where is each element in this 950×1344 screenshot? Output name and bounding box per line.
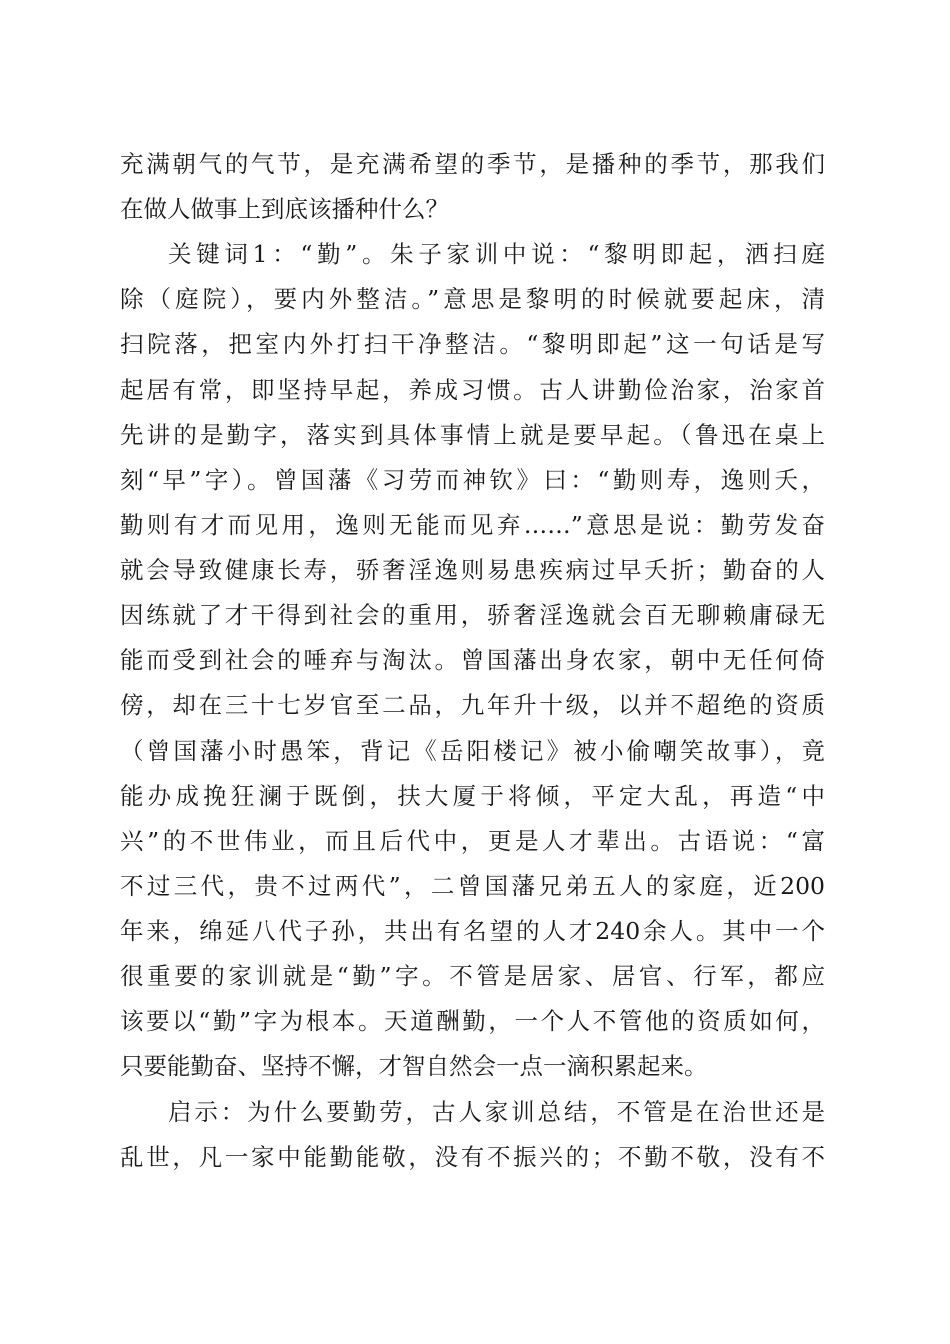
text-line: 能办成挽狂澜于既倒，扶大厦于将倾，平定大乱，再造“中 bbox=[120, 782, 825, 810]
text-line: 年来，绵延八代子孙，共出有名望的人才240余人。其中一个 bbox=[120, 917, 825, 945]
text-line: 在做人做事上到底该播种什么？ bbox=[120, 195, 449, 223]
text-line: 勤则有才而见用，逸则无能而见弃……”意思是说：勤劳发奋 bbox=[120, 511, 825, 539]
text-line: （曾国藩小时愚笨，背记《岳阳楼记》被小偷嘲笑故事），竟 bbox=[120, 737, 825, 765]
text-line: 该要以“勤”字为根本。天道酬勤，一个人不管他的资质如何， bbox=[120, 1007, 825, 1035]
text-line: 充满朝气的气节，是充满希望的季节，是播种的季节，那我们 bbox=[120, 150, 825, 178]
text-line: 因练就了才干得到社会的重用，骄奢淫逸就会百无聊赖庸碌无 bbox=[120, 601, 825, 629]
text-line: 刻“早”字）。曾国藩《习劳而神钦》曰：“勤则寿，逸则夭， bbox=[120, 466, 825, 494]
text-line: 扫院落，把室内外打扫干净整洁。“黎明即起”这一句话是写 bbox=[120, 330, 825, 358]
text-line: 起居有常，即坚持早起，养成习惯。古人讲勤俭治家，治家首 bbox=[120, 376, 825, 404]
text-line: 启示：为什么要勤劳，古人家训总结，不管是在治世还是 bbox=[168, 1098, 825, 1126]
text-line: 就会导致健康长寿，骄奢淫逸则易患疾病过早夭折；勤奋的人 bbox=[120, 556, 825, 584]
text-line: 不过三代，贵不过两代”，二曾国藩兄弟五人的家庭，近200 bbox=[120, 872, 825, 900]
text-line: 关键词1：“勤”。朱子家训中说：“黎明即起，洒扫庭 bbox=[168, 240, 825, 268]
text-line: 能而受到社会的唾弃与淘汰。曾国藩出身农家，朝中无任何倚 bbox=[120, 646, 825, 674]
text-line: 兴”的不世伟业，而且后代中，更是人才辈出。古语说：“富 bbox=[120, 827, 825, 855]
text-line: 很重要的家训就是“勤”字。不管是居家、居官、行军，都应 bbox=[120, 962, 825, 990]
text-line: 除（庭院），要内外整洁。”意思是黎明的时候就要起床，清 bbox=[120, 285, 825, 313]
text-line: 只要能勤奋、坚持不懈，才智自然会一点一滴积累起来。 bbox=[120, 1052, 708, 1080]
text-line: 乱世，凡一家中能勤能敬，没有不振兴的；不勤不敬，没有不 bbox=[120, 1143, 825, 1171]
text-line: 先讲的是勤字，落实到具体事情上就是要早起。（鲁迅在桌上 bbox=[120, 421, 825, 449]
text-line: 傍，却在三十七岁官至二品，九年升十级，以并不超绝的资质 bbox=[120, 691, 825, 719]
